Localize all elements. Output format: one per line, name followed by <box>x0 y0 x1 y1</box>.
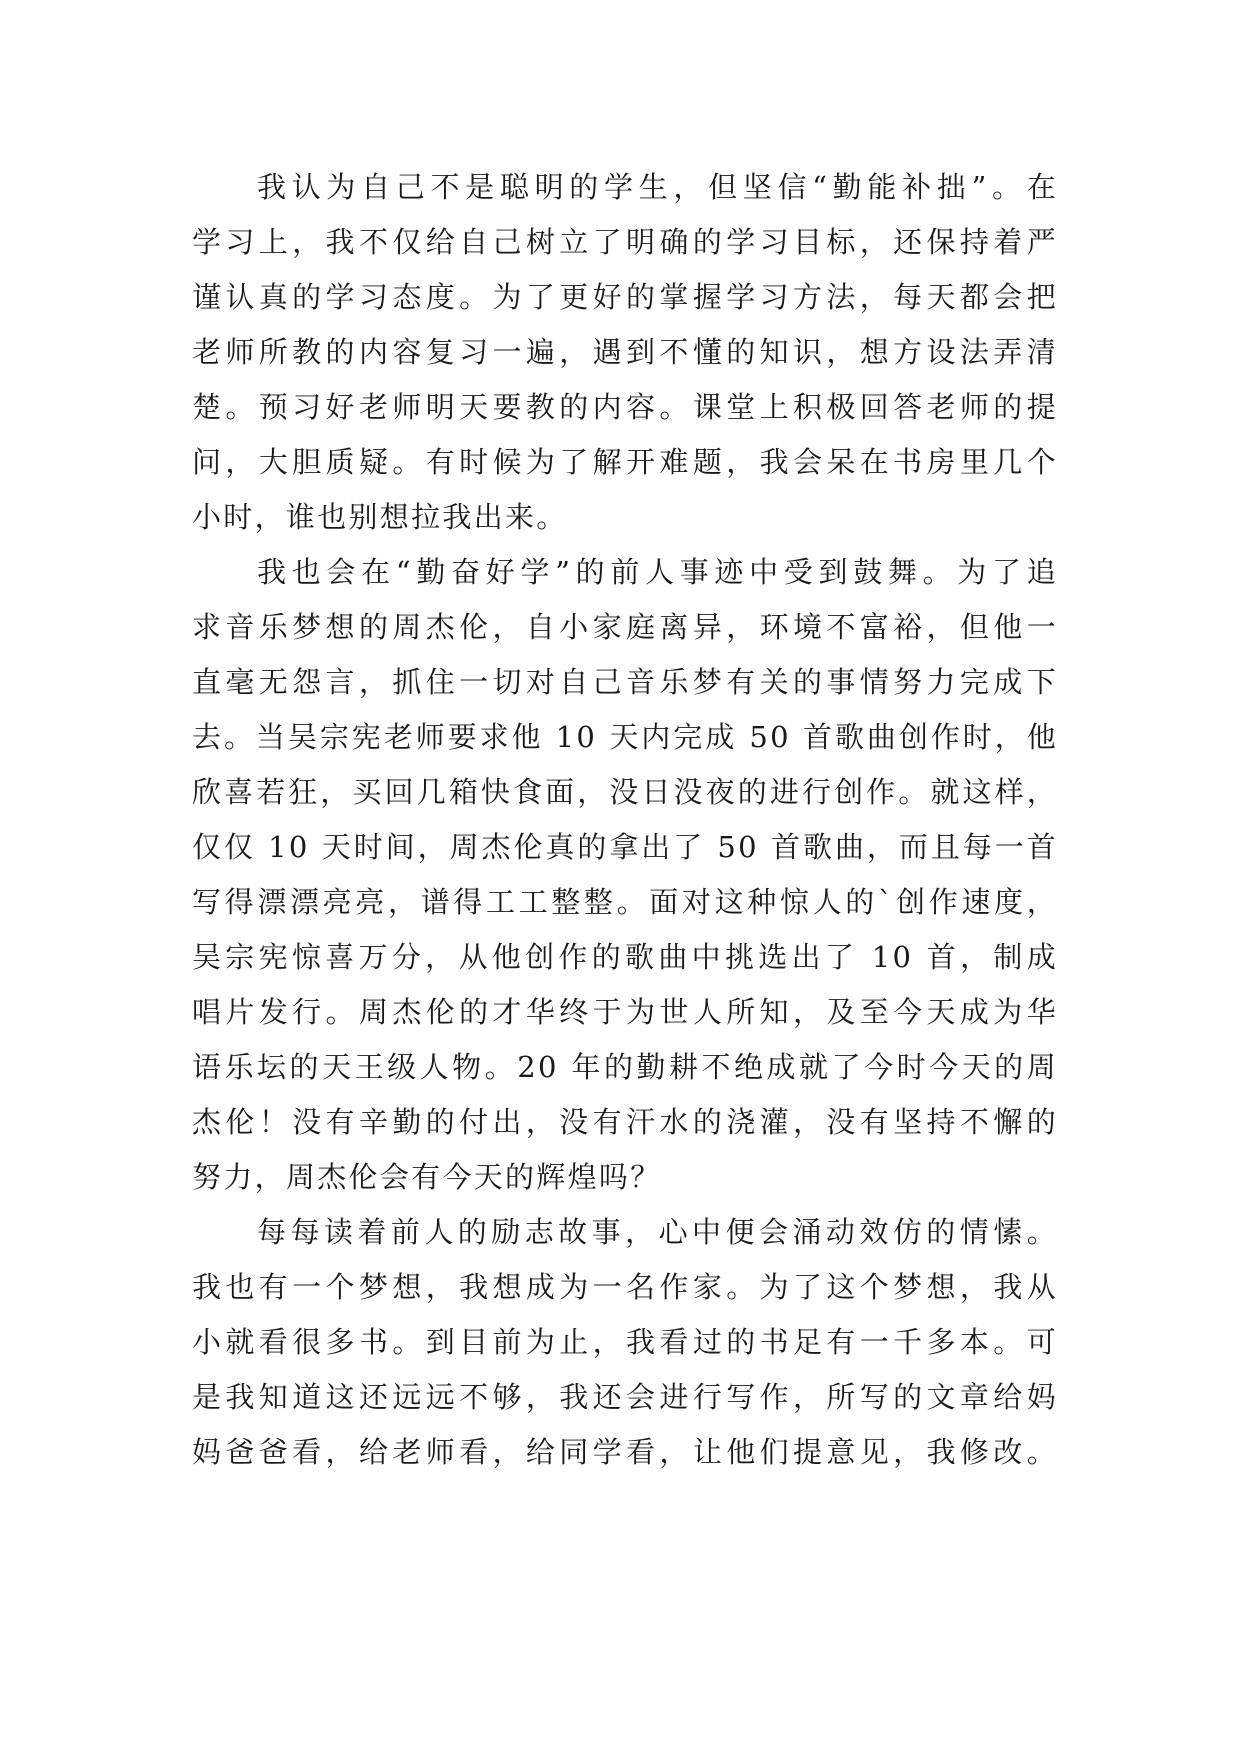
paragraph <box>192 160 1058 545</box>
text-line: 我也有一个梦想，我想成为一名作家。为了这个梦想，我从 <box>192 1270 1058 1304</box>
text-line: 杰伦！没有辛勤的付出，没有汗水的浇灌，没有坚持不懈的 <box>192 1105 1058 1139</box>
text-line: 努力，周杰伦会有今天的辉煌吗？ <box>192 1160 662 1194</box>
text-line: 吴宗宪惊喜万分，从他创作的歌曲中挑选出了 10 首，制成 <box>192 940 1058 974</box>
text-line: 求音乐梦想的周杰伦，自小家庭离异，环境不富裕，但他一 <box>192 610 1058 644</box>
text-line: 仅仅 10 天时间，周杰伦真的拿出了 50 首歌曲，而且每一首 <box>192 830 1058 864</box>
text-line: 小时，谁也别想拉我出来。 <box>192 500 568 534</box>
text-line: 每每读着前人的励志故事，心中便会涌动效仿的情愫。 <box>257 1215 1058 1249</box>
text-line: 欣喜若狂，买回几箱快食面，没日没夜的进行创作。就这样， <box>192 775 1058 809</box>
paragraph <box>192 1205 1058 1480</box>
text-line: 老师所教的内容复习一遍，遇到不懂的知识，想方设法弄清 <box>192 335 1058 369</box>
text-line: 我也会在“勤奋好学”的前人事迹中受到鼓舞。为了追 <box>257 555 1058 589</box>
text-line: 小就看很多书。到目前为止，我看过的书足有一千多本。可 <box>192 1325 1058 1359</box>
paragraph <box>192 545 1058 1205</box>
text-line: 语乐坛的天王级人物。20 年的勤耕不绝成就了今时今天的周 <box>192 1050 1058 1084</box>
text-line: 楚。预习好老师明天要教的内容。课堂上积极回答老师的提 <box>192 390 1058 424</box>
text-line: 是我知道这还远远不够，我还会进行写作，所写的文章给妈 <box>192 1380 1058 1414</box>
document-body <box>192 160 1058 1480</box>
text-line: 我认为自己不是聪明的学生，但坚信“勤能补拙”。在 <box>257 170 1058 204</box>
text-line: 谨认真的学习态度。为了更好的掌握学习方法，每天都会把 <box>192 280 1058 314</box>
text-line: 写得漂漂亮亮，谱得工工整整。面对这种惊人的`创作速度， <box>192 885 1058 919</box>
text-line: 唱片发行。周杰伦的才华终于为世人所知，及至今天成为华 <box>192 995 1058 1029</box>
text-line: 问，大胆质疑。有时候为了解开难题，我会呆在书房里几个 <box>192 445 1058 479</box>
text-line: 去。当吴宗宪老师要求他 10 天内完成 50 首歌曲创作时，他 <box>192 720 1058 754</box>
text-line: 妈爸爸看，给老师看，给同学看，让他们提意见，我修改。 <box>192 1435 1058 1469</box>
text-line: 学习上，我不仅给自己树立了明确的学习目标，还保持着严 <box>192 225 1058 259</box>
text-line: 直毫无怨言，抓住一切对自己音乐梦有关的事情努力完成下 <box>192 665 1058 699</box>
